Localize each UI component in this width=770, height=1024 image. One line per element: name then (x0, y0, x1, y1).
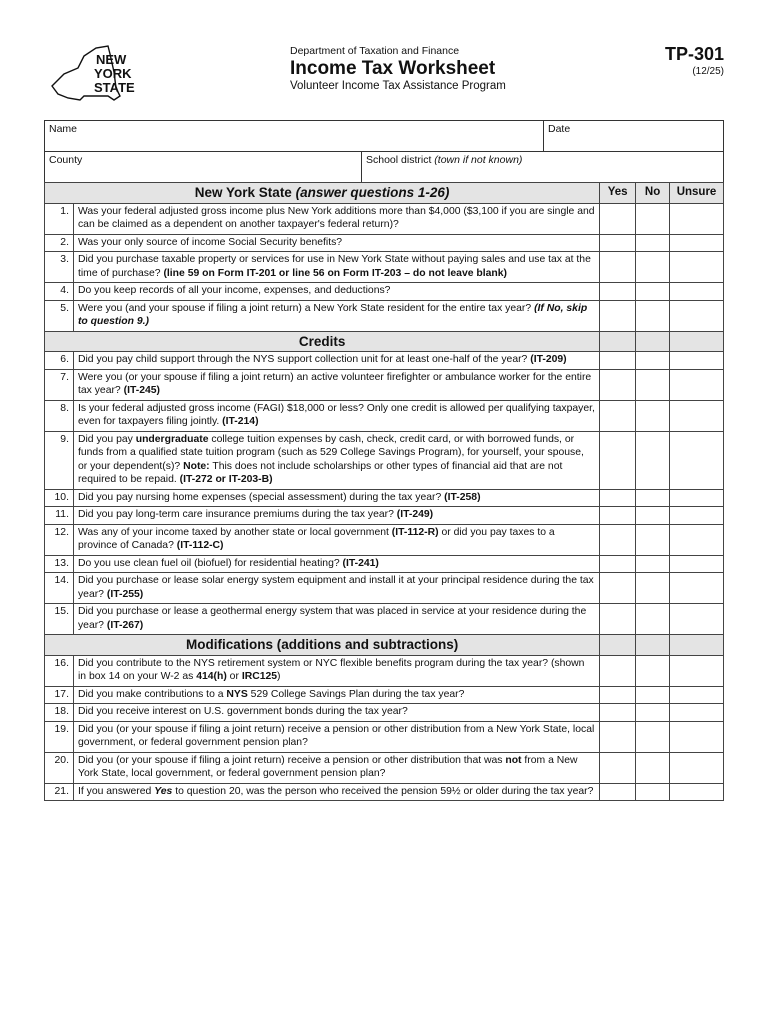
new-york-state-logo (44, 44, 154, 108)
yes-checkbox[interactable] (600, 400, 636, 431)
unsure-column-header: Unsure (670, 183, 724, 204)
no-checkbox[interactable] (636, 300, 670, 331)
yes-checkbox[interactable] (600, 655, 636, 686)
form-revision-date: (12/25) (692, 66, 724, 77)
unsure-checkbox[interactable] (670, 604, 724, 635)
question-row (45, 507, 724, 525)
question-number: 21. (45, 783, 74, 801)
yes-checkbox[interactable] (600, 431, 636, 489)
yes-checkbox[interactable] (600, 555, 636, 573)
no-checkbox[interactable] (636, 234, 670, 252)
question-number: 5. (45, 300, 74, 331)
no-checkbox[interactable] (636, 369, 670, 400)
questions-table (44, 182, 724, 801)
no-checkbox[interactable] (636, 400, 670, 431)
question-text: Do you keep records of all your income, expenses, and deductions? (73, 283, 599, 301)
yes-checkbox[interactable] (600, 721, 636, 752)
question-number: 11. (45, 507, 74, 525)
question-text: Did you pay child support through the NYS support collection unit for at least one-half of the year? (IT-209) (73, 352, 599, 370)
unsure-checkbox[interactable] (670, 300, 724, 331)
question-row (45, 283, 724, 301)
unsure-checkbox[interactable] (670, 352, 724, 370)
school-district-field[interactable] (362, 152, 724, 182)
question-number: 2. (45, 234, 74, 252)
question-row (45, 252, 724, 283)
question-number: 7. (45, 369, 74, 400)
yes-checkbox[interactable] (600, 234, 636, 252)
question-text: Do you use clean fuel oil (biofuel) for residential heating? (IT-241) (73, 555, 599, 573)
yes-checkbox[interactable] (600, 252, 636, 283)
unsure-checkbox[interactable] (670, 234, 724, 252)
yes-checkbox[interactable] (600, 203, 636, 234)
question-number: 3. (45, 252, 74, 283)
question-text: Was any of your income taxed by another state or local government (IT-112-R) or did you pay taxes to a province of Canada? (IT-112-C) (73, 524, 599, 555)
yes-checkbox[interactable] (600, 300, 636, 331)
question-row (45, 489, 724, 507)
unsure-checkbox[interactable] (670, 686, 724, 704)
question-row (45, 573, 724, 604)
no-checkbox[interactable] (636, 507, 670, 525)
unsure-checkbox[interactable] (670, 431, 724, 489)
question-number: 20. (45, 752, 74, 783)
question-text: Did you contribute to the NYS retirement system or NYC flexible benefits program during the tax year? (shown in box 14 on your W-2 as 414(h) or IRC125) (73, 655, 599, 686)
question-number: 6. (45, 352, 74, 370)
section-header-credits (45, 331, 724, 352)
form-subtitle: Volunteer Income Tax Assistance Program (290, 80, 506, 92)
question-row (45, 524, 724, 555)
yes-checkbox[interactable] (600, 369, 636, 400)
no-checkbox[interactable] (636, 686, 670, 704)
no-checkbox[interactable] (636, 783, 670, 801)
unsure-checkbox[interactable] (670, 489, 724, 507)
name-field[interactable] (44, 121, 544, 151)
question-number: 19. (45, 721, 74, 752)
question-row (45, 203, 724, 234)
unsure-checkbox[interactable] (670, 721, 724, 752)
question-row (45, 555, 724, 573)
yes-checkbox[interactable] (600, 704, 636, 722)
question-text: Did you pay undergraduate college tuition expenses by cash, check, credit card, or with borrowed funds, or funds from a qualified state tuition program (such as 529 College Savings Program), for yourself, your spouse, or your dependent(s)? Note: This does not include scholarships or other types of financial aid that are not required to be repaid. (IT-272 or IT-203-B) (73, 431, 599, 489)
question-number: 14. (45, 573, 74, 604)
question-text: Did you receive interest on U.S. government bonds during the tax year? (73, 704, 599, 722)
question-row (45, 431, 724, 489)
question-text: Did you pay long-term care insurance premiums during the tax year? (IT-249) (73, 507, 599, 525)
no-checkbox[interactable] (636, 431, 670, 489)
question-number: 9. (45, 431, 74, 489)
yes-checkbox[interactable] (600, 783, 636, 801)
yes-checkbox[interactable] (600, 524, 636, 555)
logo-word-3: STATE (94, 80, 135, 95)
no-checkbox[interactable] (636, 524, 670, 555)
section-header-nys (45, 183, 724, 204)
question-number: 8. (45, 400, 74, 431)
department-name: Department of Taxation and Finance (290, 45, 460, 57)
form-header (0, 0, 770, 120)
yes-checkbox[interactable] (600, 489, 636, 507)
unsure-checkbox[interactable] (670, 283, 724, 301)
question-text: Did you pay nursing home expenses (special assessment) during the tax year? (IT-258) (73, 489, 599, 507)
question-number: 13. (45, 555, 74, 573)
question-row (45, 704, 724, 722)
question-row (45, 234, 724, 252)
unsure-checkbox[interactable] (670, 573, 724, 604)
county-field[interactable] (44, 152, 362, 182)
question-row (45, 352, 724, 370)
yes-checkbox[interactable] (600, 752, 636, 783)
date-label: Date (548, 123, 571, 135)
question-row (45, 400, 724, 431)
name-label: Name (49, 123, 78, 135)
question-row (45, 752, 724, 783)
no-checkbox[interactable] (636, 489, 670, 507)
logo-word-2: YORK (94, 66, 132, 81)
unsure-checkbox[interactable] (670, 752, 724, 783)
yes-checkbox[interactable] (600, 507, 636, 525)
unsure-checkbox[interactable] (670, 369, 724, 400)
question-text: Were you (and your spouse if filing a joint return) a New York State resident for the entire tax year? (If No, skip to question 9.) (73, 300, 599, 331)
question-row (45, 300, 724, 331)
unsure-checkbox[interactable] (670, 507, 724, 525)
section-title-nys: New York State (answer questions 1-26) (45, 183, 600, 204)
school-district-label: School district (366, 154, 432, 166)
no-checkbox[interactable] (636, 555, 670, 573)
yes-checkbox[interactable] (600, 604, 636, 635)
unsure-checkbox[interactable] (670, 203, 724, 234)
taxpayer-info-box (44, 120, 724, 183)
yes-checkbox[interactable] (600, 686, 636, 704)
unsure-checkbox[interactable] (670, 783, 724, 801)
section-title-credits: Credits (45, 331, 600, 352)
question-row (45, 783, 724, 801)
question-number: 1. (45, 203, 74, 234)
section-title-modifications: Modifications (additions and subtractions) (45, 635, 600, 656)
question-text: Was your federal adjusted gross income plus New York additions more than $4,000 ($3,100 if you are single and can be claimed as a dependent on another taxpayer's federal return)? (73, 203, 599, 234)
form-number: TP-301 (664, 44, 724, 64)
no-checkbox[interactable] (636, 604, 670, 635)
question-text: Did you purchase taxable property or services for use in New York State without paying sales and use tax at the time of purchase? (line 59 on Form IT-201 or line 56 on Form IT-203 – do not leave blank) (73, 252, 599, 283)
question-number: 15. (45, 604, 74, 635)
unsure-checkbox[interactable] (670, 655, 724, 686)
question-number: 4. (45, 283, 74, 301)
county-label: County (49, 154, 83, 166)
unsure-checkbox[interactable] (670, 252, 724, 283)
question-text: Did you (or your spouse if filing a joint return) receive a pension or other distribution from a New York State, local government, or federal government pension plan? (73, 721, 599, 752)
question-text: Were you (or your spouse if filing a joint return) an active volunteer firefighter or ambulance worker for the entire tax year? (IT-245) (73, 369, 599, 400)
yes-checkbox[interactable] (600, 352, 636, 370)
question-text: Did you (or your spouse if filing a joint return) receive a pension or other distribution that was not from a New York State, local government, or federal government pension plan? (73, 752, 599, 783)
question-text: If you answered Yes to question 20, was the person who received the pension 59½ or older during the tax year? (73, 783, 599, 801)
question-row (45, 604, 724, 635)
yes-checkbox[interactable] (600, 283, 636, 301)
question-text: Was your only source of income Social Security benefits? (73, 234, 599, 252)
unsure-checkbox[interactable] (670, 704, 724, 722)
no-checkbox[interactable] (636, 203, 670, 234)
no-checkbox[interactable] (636, 283, 670, 301)
no-checkbox[interactable] (636, 721, 670, 752)
question-row (45, 686, 724, 704)
school-district-hint: (town if not known) (434, 154, 523, 166)
question-text: Did you purchase or lease solar energy system equipment and install it at your principal residence during the tax year? (IT-255) (73, 573, 599, 604)
question-number: 16. (45, 655, 74, 686)
question-number: 10. (45, 489, 74, 507)
date-field[interactable] (544, 121, 724, 151)
unsure-checkbox[interactable] (670, 524, 724, 555)
unsure-checkbox[interactable] (670, 555, 724, 573)
question-row (45, 655, 724, 686)
no-checkbox[interactable] (636, 573, 670, 604)
no-checkbox[interactable] (636, 655, 670, 686)
question-text: Did you purchase or lease a geothermal energy system that was placed in service at your residence during the year? (IT-267) (73, 604, 599, 635)
no-checkbox[interactable] (636, 704, 670, 722)
yes-column-header: Yes (600, 183, 636, 204)
question-row (45, 721, 724, 752)
question-text: Is your federal adjusted gross income (FAGI) $18,000 or less? Only one credit is allowed per qualifying taxpayer, even for taxpayers filing jointly. (IT-214) (73, 400, 599, 431)
no-checkbox[interactable] (636, 752, 670, 783)
no-column-header: No (636, 183, 670, 204)
question-number: 18. (45, 704, 74, 722)
form-title: Income Tax Worksheet (290, 58, 496, 79)
question-number: 12. (45, 524, 74, 555)
question-row (45, 369, 724, 400)
section-header-modifications (45, 635, 724, 656)
unsure-checkbox[interactable] (670, 400, 724, 431)
yes-checkbox[interactable] (600, 573, 636, 604)
logo-word-1: NEW (96, 52, 127, 67)
no-checkbox[interactable] (636, 352, 670, 370)
question-text: Did you make contributions to a NYS 529 College Savings Plan during the tax year? (73, 686, 599, 704)
no-checkbox[interactable] (636, 252, 670, 283)
question-number: 17. (45, 686, 74, 704)
